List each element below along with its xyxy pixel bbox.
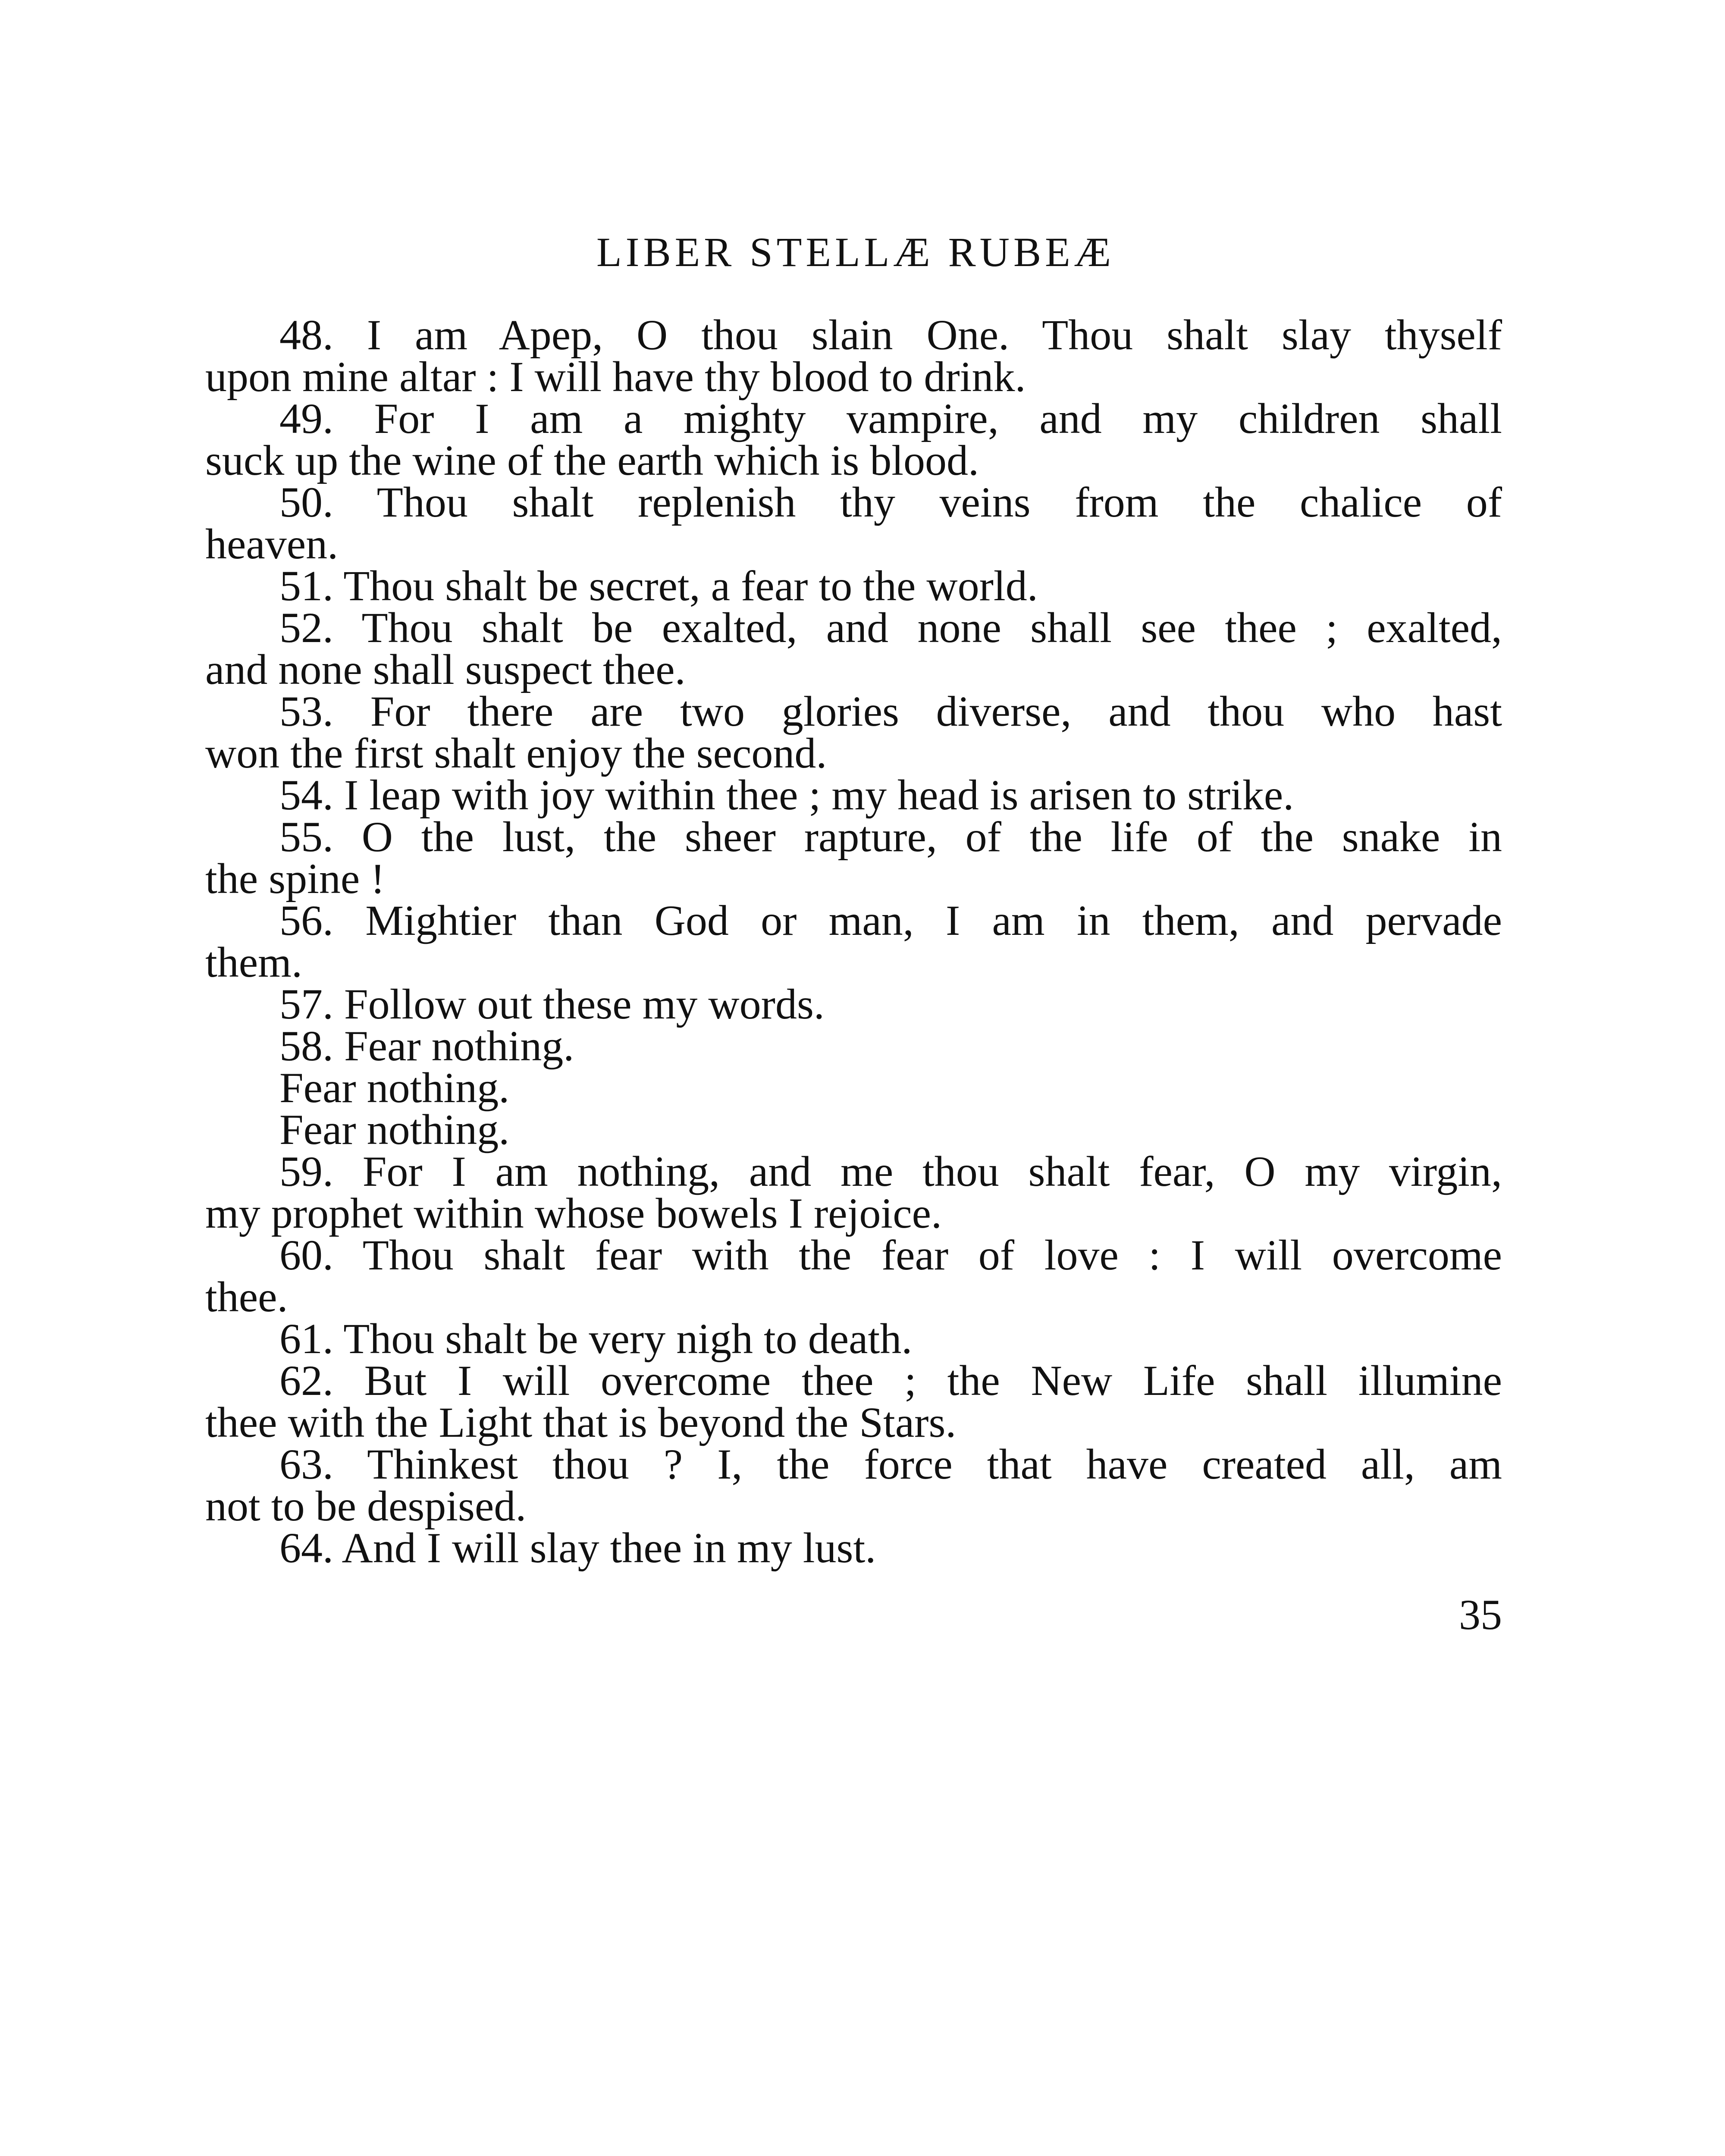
verse <box>205 813 1502 903</box>
verse <box>205 1064 1502 1112</box>
verse-line: won the first shalt enjoy the second. <box>205 729 827 777</box>
verse-line: Fear nothing. <box>279 1064 510 1112</box>
verse-line: thee with the Light that is beyond the Stars. <box>205 1398 957 1446</box>
verse <box>205 896 1502 986</box>
verse-line: heaven. <box>205 520 339 568</box>
verse-line: my prophet within whose bowels I rejoice. <box>205 1189 942 1237</box>
verse-line: and none shall suspect thee. <box>205 646 686 693</box>
verse-line: 58. Fear nothing. <box>279 1022 574 1070</box>
verse <box>205 395 1502 484</box>
verse <box>205 1147 1502 1237</box>
verse <box>205 1357 1502 1446</box>
verse-line: the spine ! <box>205 855 385 903</box>
verse-line: 64. And I will slay thee in my lust. <box>279 1524 876 1572</box>
verse-line: 55. O the lust, the sheer rapture, of the life of the snake in <box>279 813 1502 861</box>
page-number: 35 <box>1459 1591 1502 1639</box>
verse <box>205 771 1502 819</box>
verse-line: 59. For I am nothing, and me thou shalt fear, O my virgin, <box>279 1147 1502 1195</box>
verse <box>205 478 1502 568</box>
verse-line: thee. <box>205 1273 288 1321</box>
page-body <box>205 311 1502 1572</box>
verse-line: not to be despised. <box>205 1482 527 1530</box>
verse-line: 61. Thou shalt be very nigh to death. <box>279 1315 913 1363</box>
verse <box>205 604 1502 693</box>
verse-line: 52. Thou shalt be exalted, and none shall see thee ; exalted, <box>279 604 1502 652</box>
verse <box>205 1315 1502 1363</box>
verse-line: 56. Mightier than God or man, I am in them, and pervade <box>279 896 1502 944</box>
verse <box>205 562 1502 610</box>
verse-line: 53. For there are two glories diverse, and thou who hast <box>279 687 1502 735</box>
verse-line: Fear nothing. <box>279 1106 510 1153</box>
verse-line: them. <box>205 938 302 986</box>
verse <box>205 1022 1502 1070</box>
verse-line: 50. Thou shalt replenish thy veins from the chalice of <box>279 478 1502 526</box>
verse-line: 54. I leap with joy within thee ; my head is arisen to strike. <box>279 771 1294 819</box>
verse <box>205 1106 1502 1153</box>
verse-line: 62. But I will overcome thee ; the New Life shall illumine <box>279 1357 1502 1404</box>
verse <box>205 1524 1502 1572</box>
verse <box>205 311 1502 401</box>
verse-line: 48. I am Apep, O thou slain One. Thou shalt slay thyself <box>279 311 1502 359</box>
verse <box>205 1231 1502 1321</box>
verse-line: 51. Thou shalt be secret, a fear to the world. <box>279 562 1038 610</box>
running-title: LIBER STELLÆ RUBEÆ <box>596 229 1115 275</box>
verse-line: 60. Thou shalt fear with the fear of love : I will overcome <box>279 1231 1502 1279</box>
verse <box>205 980 1502 1028</box>
verse-line: suck up the wine of the earth which is blood. <box>205 436 979 484</box>
verse-line: 63. Thinkest thou ? I, the force that have created all, am <box>279 1440 1502 1488</box>
verse <box>205 1440 1502 1530</box>
verse <box>205 687 1502 777</box>
verse-line: upon mine altar : I will have thy blood to drink. <box>205 353 1026 401</box>
verse-line: 49. For I am a mighty vampire, and my children shall <box>279 395 1502 442</box>
verse-line: 57. Follow out these my words. <box>279 980 825 1028</box>
